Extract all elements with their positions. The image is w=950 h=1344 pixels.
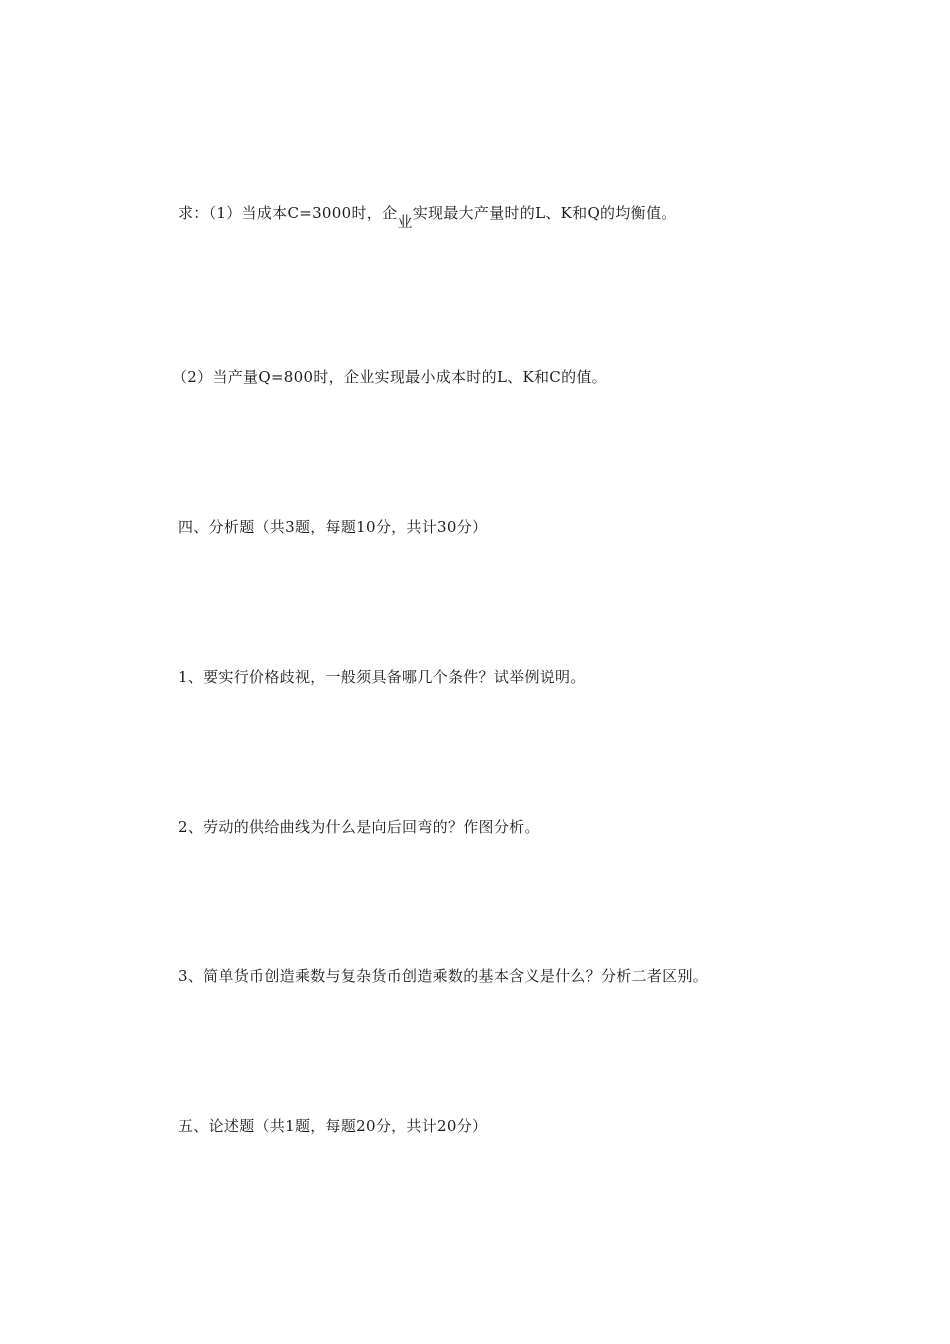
question-part-2: （2）当产量Q=800时，企业实现最小成本时的L、K和C的值。: [172, 368, 607, 386]
analysis-question-2: 2、劳动的供给曲线为什么是向后回弯的？作图分析。: [178, 818, 540, 836]
question-part-1-text-a: 求：（1）当成本C=3000时，企: [178, 204, 398, 222]
analysis-question-3: 3、简单货币创造乘数与复杂货币创造乘数的基本含义是什么？分析二者区别。: [178, 967, 709, 985]
section-5-heading: 五、论述题（共1题，每题20分，共计20分）: [178, 1117, 488, 1135]
question-part-1-subscript: 业: [397, 213, 413, 231]
question-part-1-text-b: 实现最大产量时的L、K和Q的均衡值。: [412, 204, 677, 222]
section-4-heading: 四、分析题（共3题，每题10分，共计30分）: [178, 518, 488, 536]
analysis-question-1: 1、要实行价格歧视，一般须具备哪几个条件？试举例说明。: [178, 668, 586, 686]
question-part-1: [178, 203, 677, 231]
